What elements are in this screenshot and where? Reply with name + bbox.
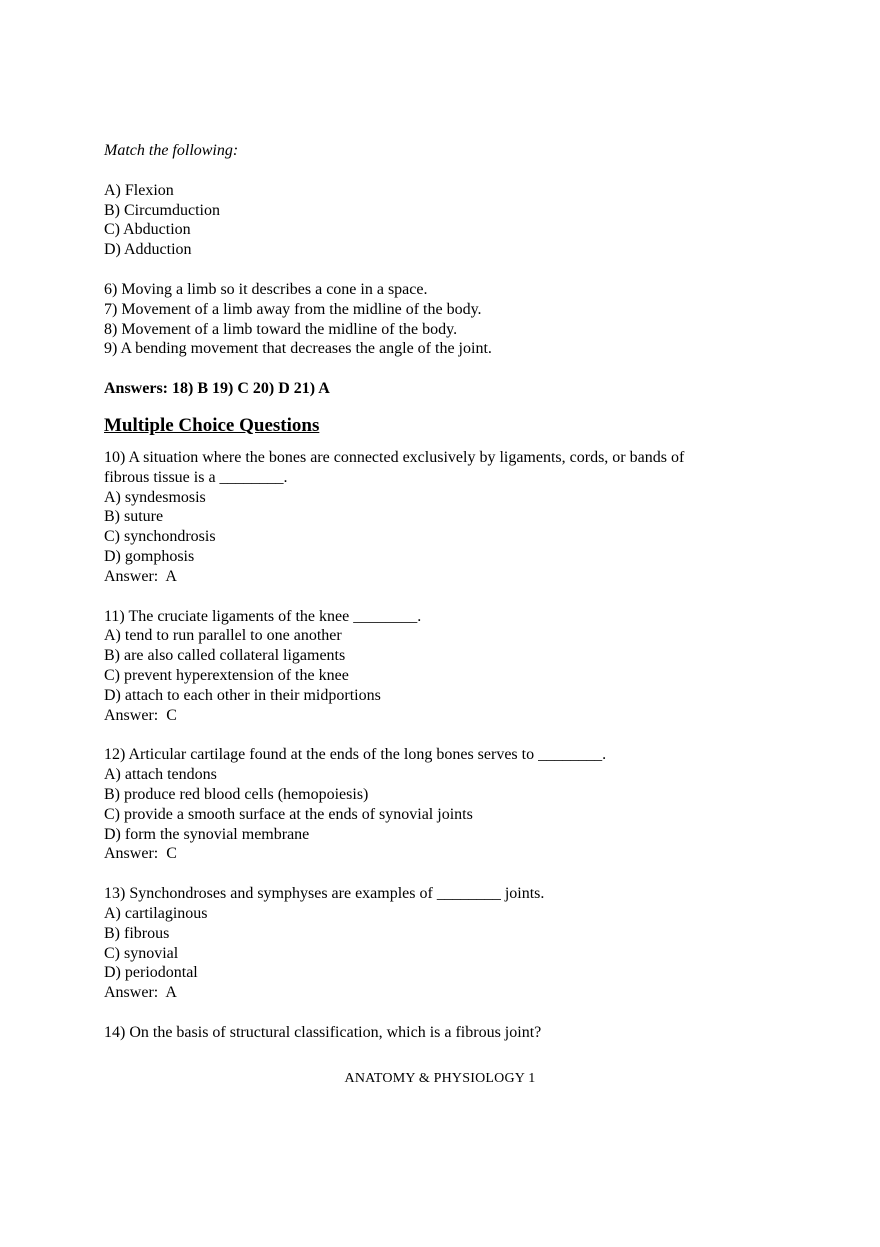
matching-item: 6) Moving a limb so it describes a cone in a space. <box>104 280 428 298</box>
question-choice: C) prevent hyperextension of the knee <box>104 666 349 684</box>
question-choice: B) are also called collateral ligaments <box>104 647 346 665</box>
matching-item: 9) A bending movement that decreases the angle of the joint. <box>104 340 492 358</box>
question-11 <box>104 607 804 726</box>
question-choice: D) attach to each other in their midportions <box>104 686 381 704</box>
question-choice: D) gomphosis <box>104 547 195 565</box>
question-choice: A) cartilaginous <box>104 904 208 922</box>
question-12 <box>104 745 804 864</box>
matching-options <box>104 181 804 260</box>
question-answer: Answer: A <box>104 984 177 1002</box>
matching-item: 7) Movement of a limb away from the midline of the body. <box>104 300 482 318</box>
matching-option: D) Adduction <box>104 241 192 259</box>
matching-answers: Answers: 18) B 19) C 20) D 21) A <box>104 380 330 398</box>
question-choice: C) synchondrosis <box>104 528 216 546</box>
question-choice: B) suture <box>104 508 164 526</box>
question-choice: C) provide a smooth surface at the ends of synovial joints <box>104 805 473 823</box>
question-choice: D) form the synovial membrane <box>104 825 310 843</box>
question-10 <box>104 448 804 587</box>
question-choice: B) fibrous <box>104 924 170 942</box>
question-stem: 10) A situation where the bones are connected exclusively by ligaments, cords, or bands of <box>104 448 685 466</box>
question-choice: C) synovial <box>104 944 179 962</box>
matching-option: B) Circumduction <box>104 201 220 219</box>
question-13 <box>104 884 804 1003</box>
question-answer: Answer: C <box>104 706 177 724</box>
question-stem: fibrous tissue is a ________. <box>104 468 288 486</box>
question-stem: 12) Articular cartilage found at the ends of the long bones serves to ________. <box>104 746 607 764</box>
question-stem: 11) The cruciate ligaments of the knee ________. <box>104 607 422 625</box>
question-choice: B) produce red blood cells (hemopoiesis) <box>104 785 369 803</box>
section-heading: Multiple Choice Questions <box>104 414 320 436</box>
matching-item: 8) Movement of a limb toward the midline of the body. <box>104 320 458 338</box>
matching-option: C) Abduction <box>104 221 191 239</box>
matching-instruction: Match the following: <box>104 142 239 159</box>
document-page <box>104 141 804 1043</box>
page-footer: ANATOMY & PHYSIOLOGY 1 <box>344 1071 536 1086</box>
question-stem: 13) Synchondroses and symphyses are examples of ________ joints. <box>104 885 545 903</box>
question-14-stem: 14) On the basis of structural classification, which is a fibrous joint? <box>104 1023 542 1041</box>
question-choice: A) tend to run parallel to one another <box>104 627 342 645</box>
matching-items <box>104 280 804 359</box>
question-choice: A) attach tendons <box>104 766 217 784</box>
question-choice: D) periodontal <box>104 964 198 982</box>
question-choice: A) syndesmosis <box>104 488 206 506</box>
question-answer: Answer: C <box>104 845 177 863</box>
question-answer: Answer: A <box>104 567 177 585</box>
matching-option: A) Flexion <box>104 181 174 199</box>
